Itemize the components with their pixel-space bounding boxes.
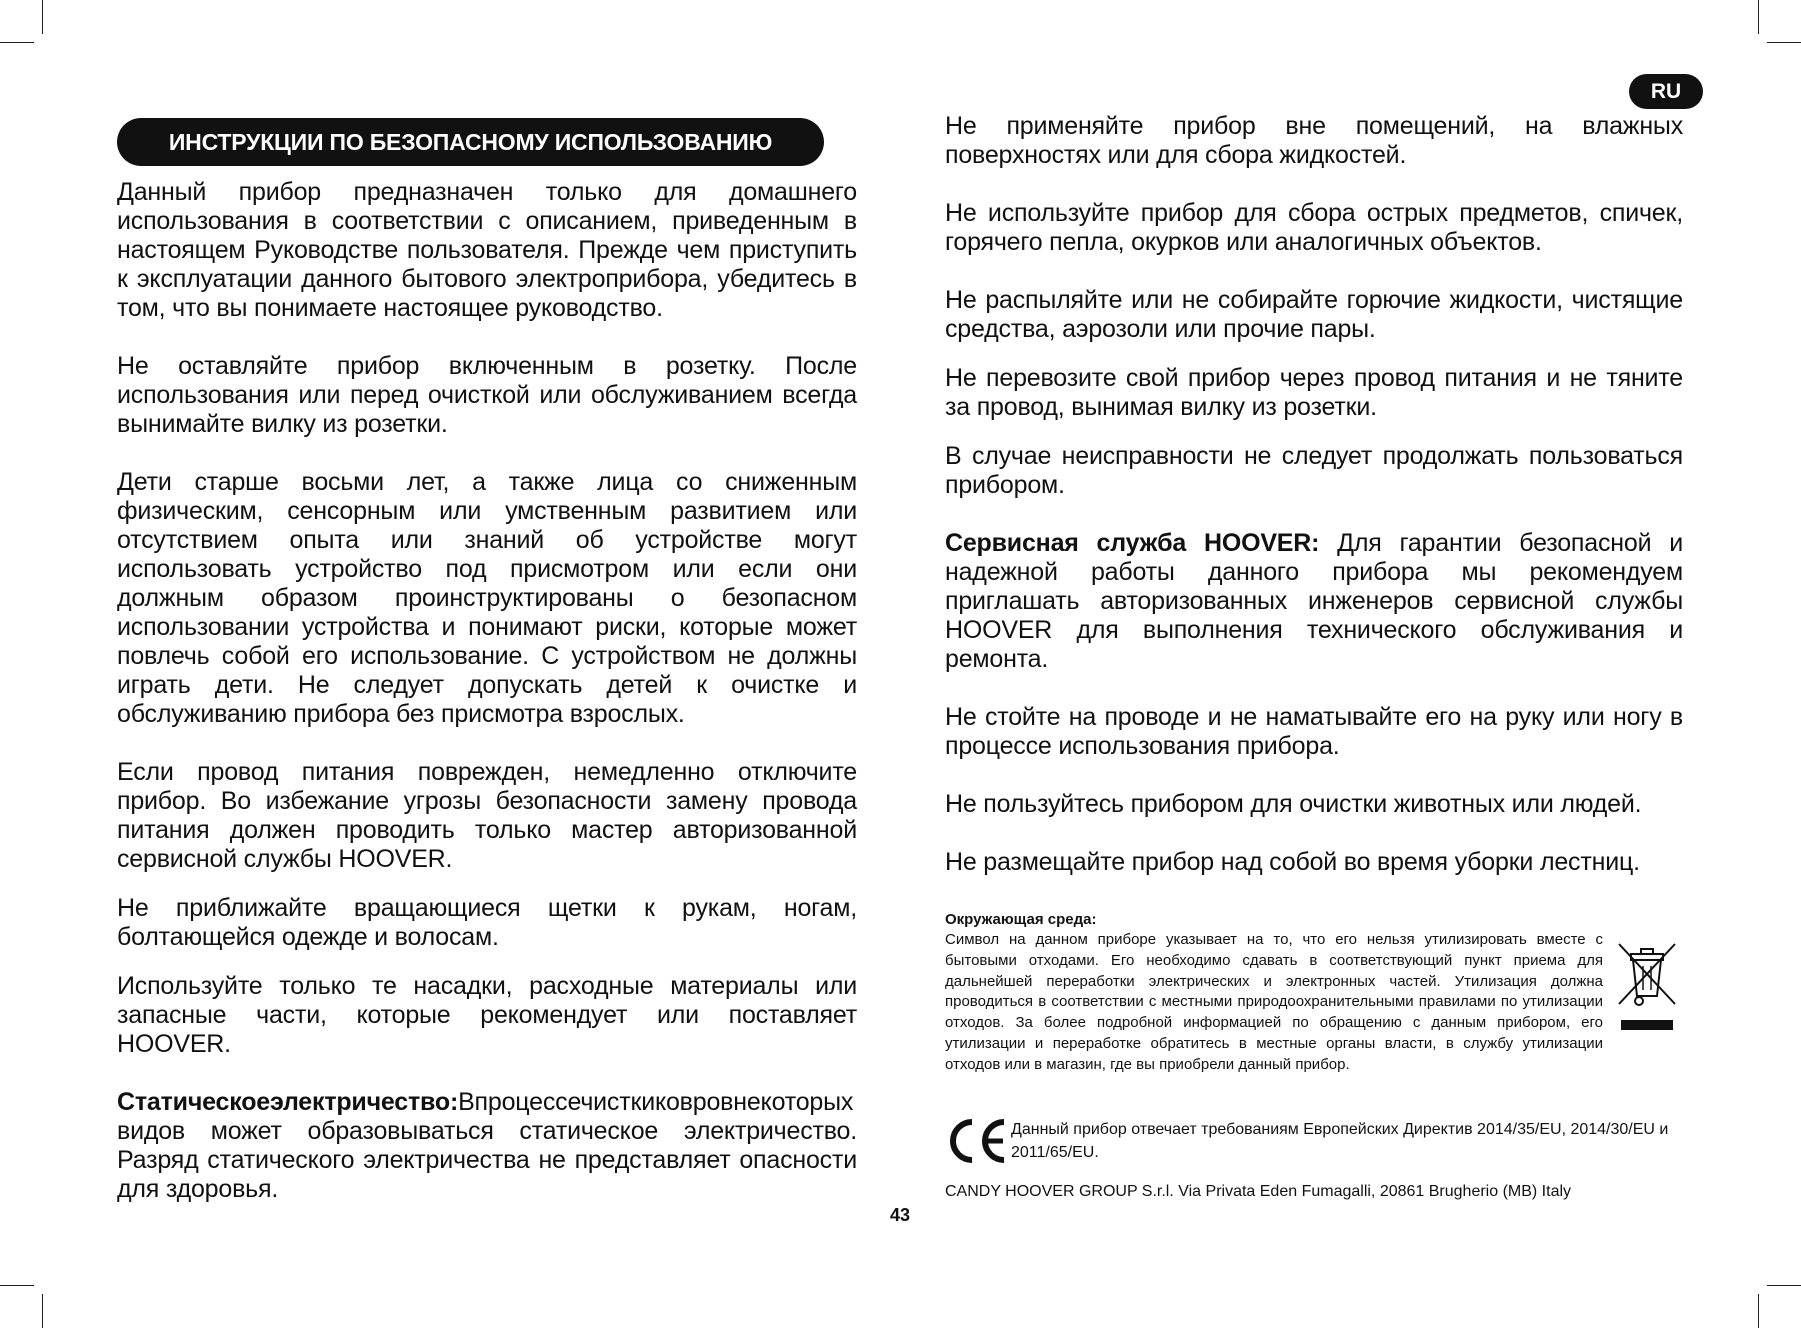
static-text: Впроцессечисткиковровнекоторых видов может образовываться статическое электричество. Разряд статического электричества не представляет опасности для здоровья. [117,1088,857,1203]
crop-mark [0,42,34,43]
company-address: CANDY HOOVER GROUP S.r.l. Via Privata Eden Fumagalli, 20861 Brugherio (MB) Italy [945,1183,1572,1200]
crop-mark [0,1285,34,1286]
paragraph-accessories: Используйте только те насадки, расходные материалы или запасные части, которые рекомендует или поставляет HOOVER. [117,972,857,1058]
paragraph-stairs: Не размещайте прибор над собой во время уборки лестниц. [945,848,1640,876]
crop-mark [42,0,43,34]
page-number: 43 [889,1205,911,1225]
crop-mark [42,1294,43,1328]
paragraph-stand-on-cord: Не стойте на проводе и не наматывайте его на руку или ногу в процессе использования прибора. [945,703,1683,760]
crop-mark [1767,42,1801,43]
paragraph-unplug: Не оставляйте прибор включенным в розетку. После использования или перед очисткой или обслуживанием всегда вынимайте вилку из розетки. [117,352,857,438]
crop-mark [1758,0,1759,34]
language-badge: RU [1629,74,1703,109]
service-text: Для гарантии безопасной и надежной работы данного прибора мы рекомендуем приглашать авторизованных инженеров сервисной службы HOOVER для выполнения технического обслуживания и ремонта. [945,529,1683,673]
right-column [945,112,1683,877]
left-column [117,178,857,1204]
paragraph-static [117,1088,857,1204]
environment-title: Окружающая среда: [945,911,1097,928]
section-title: ИНСТРУКЦИИ ПО БЕЗОПАСНОМУ ИСПОЛЬЗОВАНИЮ [117,118,824,166]
paragraph-sharp-objects: Не используйте прибор для сбора острых предметов, спичек, горячего пепла, окурков или аналогичных объектов. [945,199,1683,256]
paragraph-power-cord: Если провод питания поврежден, немедленно отключите прибор. Во избежание угрозы безопасности замену провода питания должен проводить только мастер авторизованной сервисной службы HOOVER. [117,758,857,873]
paragraph-flammable: Не распыляйте или не собирайте горючие жидкости, чистящие средства, аэрозоли или прочие пары. [945,286,1683,343]
paragraph-outdoors: Не применяйте прибор вне помещений, на влажных поверхностях или для сбора жидкостей. [945,112,1683,169]
crop-mark [1767,1285,1801,1286]
ce-mark-icon [945,1116,1009,1166]
ce-declaration: Данный прибор отвечает требованиям Европейских Директив 2014/35/EU, 2014/30/EU и 2011/65/EU. [1011,1121,1669,1161]
paragraph-children: Дети старше восьми лет, а также лица со сниженным физическим, сенсорным или умственным развитием или отсутствием опыта или знаний об устройстве могут использовать устройство под присмотром или если они должным образом проинструктированы о безопасном использовании устройства и понимают риски, которые может повлечь собой его использование. С устройством не должны играть дети. Не следует допускать детей к очистке и обслуживанию прибора без присмотра взрослых. [117,468,857,728]
paragraph-animals: Не пользуйтесь прибором для очистки животных или людей. [945,790,1642,818]
paragraph-service [945,529,1683,674]
paragraph-intended-use: Данный прибор предназначен только для домашнего использования в соответствии с описанием, приведенным в настоящем Руководстве пользователя. Прежде чем приступить к эксплуатации данного бытового электроприбора, убедитесь в том, что вы понимаете настоящее руководство. [117,178,857,322]
environment-section [945,910,1683,1076]
paragraph-brushes: Не приближайте вращающиеся щетки к рукам, ногам, болтающейся одежде и волосам. [117,894,857,951]
environment-text: Символ на данном приборе указывает на то, что его нельзя утилизировать вместе с бытовыми отходами. Его необходимо сдавать в соответствующий пункт приема для дальнейшей переработки электрических и электронных частей. Утилизация должна проводиться в соответствии с местными природоохранительными правилами по утилизации отходов. За более подробной информацией по обращению с данным прибором, его утилизации и переработке обратитесь в местные органы власти, в службу утилизации отходов или в магазин, где вы приобрели данный прибор. [945,931,1603,1073]
service-label: Сервисная служба HOOVER: [945,529,1320,557]
paragraph-carry-cord: Не перевозите свой прибор через провод питания и не тяните за провод, вынимая вилку из розетки. [945,364,1683,421]
paragraph-malfunction: В случае неисправности не следует продолжать пользоваться прибором. [945,442,1683,499]
static-label: Статическоеэлектричество: [117,1088,459,1116]
weee-bin-icon [1617,940,1677,1032]
crop-mark [1758,1294,1759,1328]
